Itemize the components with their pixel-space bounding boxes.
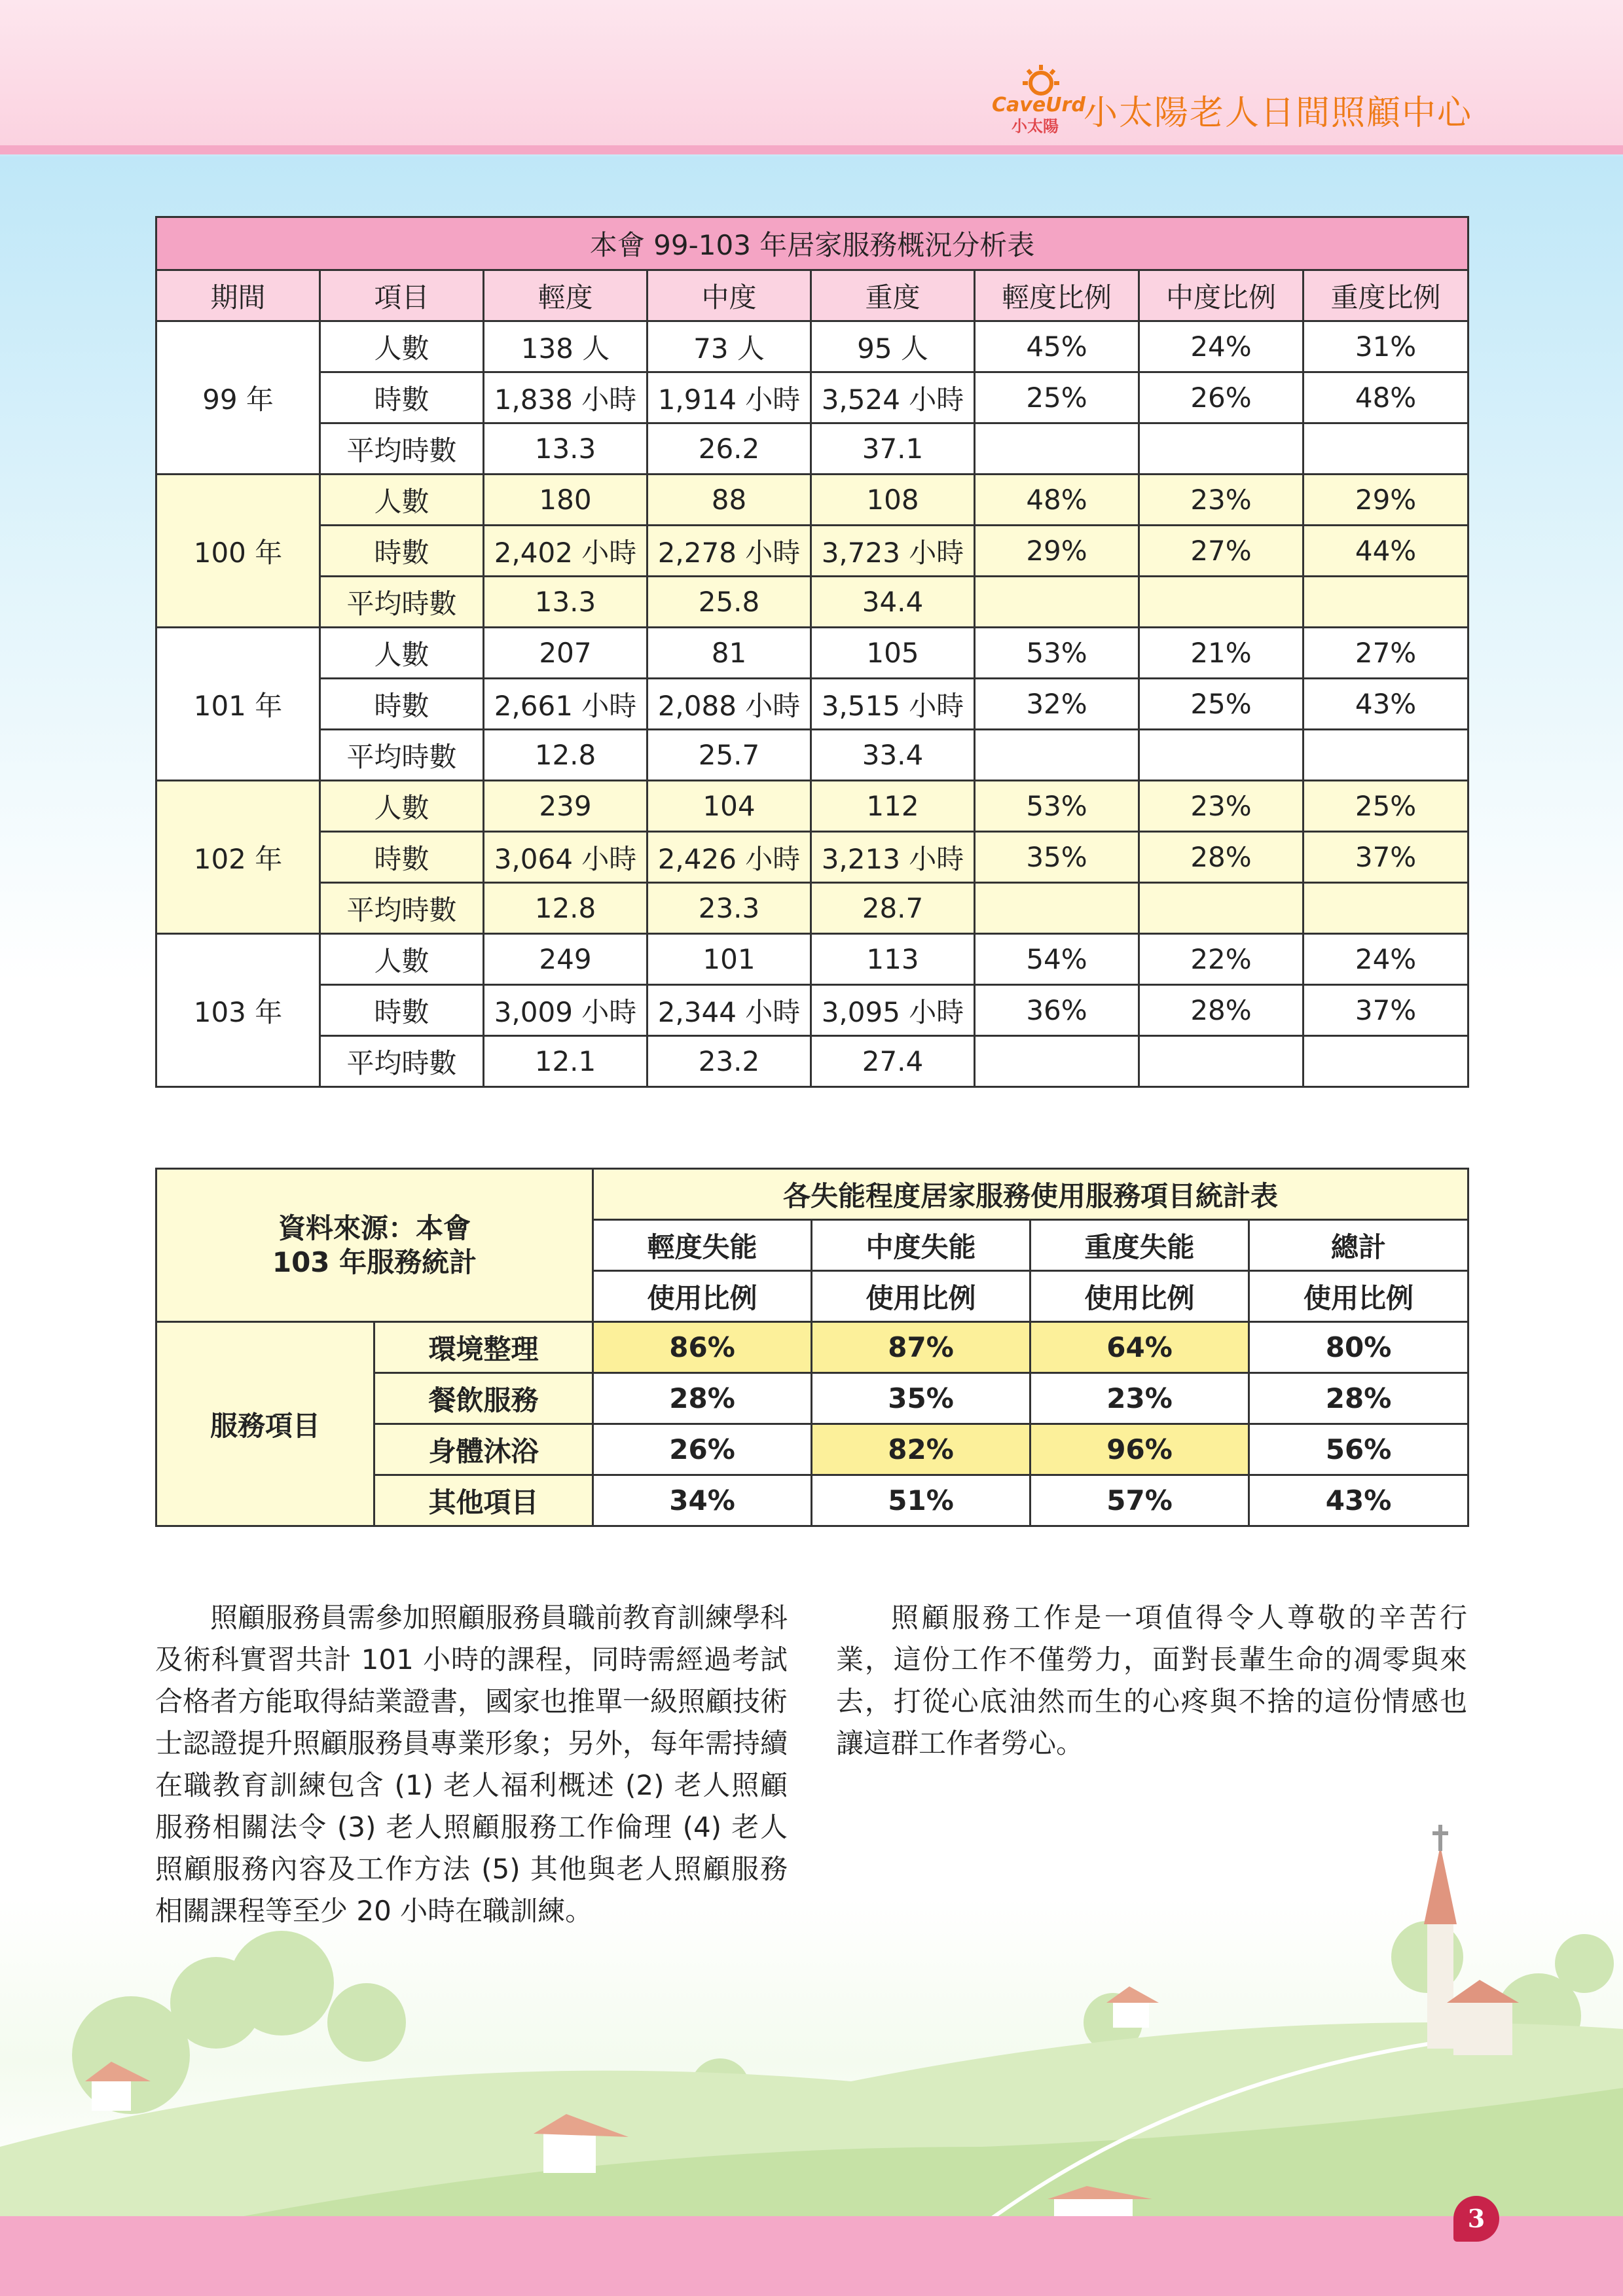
value-cell: 27.4 — [811, 1036, 975, 1087]
column-header: 重度 — [811, 270, 975, 321]
value-cell: 53% — [975, 628, 1139, 679]
percentage-cell: 82% — [812, 1424, 1030, 1475]
percentage-cell: 28% — [593, 1373, 812, 1424]
table-row — [156, 321, 1468, 372]
value-cell — [1139, 577, 1304, 628]
value-cell — [1304, 730, 1468, 781]
table-row — [156, 526, 1468, 577]
item-cell: 時數 — [320, 985, 484, 1036]
table-row — [156, 577, 1468, 628]
value-cell: 25% — [975, 372, 1139, 423]
item-cell: 平均時數 — [320, 730, 484, 781]
value-cell — [1139, 730, 1304, 781]
percentage-cell: 43% — [1249, 1475, 1468, 1526]
item-cell: 人數 — [320, 321, 484, 372]
percentage-cell: 64% — [1030, 1322, 1249, 1373]
value-cell: 21% — [1139, 628, 1304, 679]
value-cell: 33.4 — [811, 730, 975, 781]
page-number-badge: 3 — [1453, 2196, 1499, 2242]
value-cell — [1304, 423, 1468, 475]
table-title: 各失能程度居家服務使用服務項目統計表 — [593, 1169, 1468, 1220]
table-row — [156, 1322, 1468, 1373]
percentage-cell: 51% — [812, 1475, 1030, 1526]
value-cell: 48% — [975, 475, 1139, 526]
value-cell: 207 — [484, 628, 647, 679]
value-cell: 37.1 — [811, 423, 975, 475]
percentage-cell: 57% — [1030, 1475, 1249, 1526]
value-cell: 81 — [647, 628, 811, 679]
value-cell: 3,095 小時 — [811, 985, 975, 1036]
value-cell: 48% — [1304, 372, 1468, 423]
value-cell — [1139, 423, 1304, 475]
value-cell: 36% — [975, 985, 1139, 1036]
value-cell: 2,426 小時 — [647, 832, 811, 883]
percentage-cell: 26% — [593, 1424, 812, 1475]
item-cell: 人數 — [320, 628, 484, 679]
item-cell: 時數 — [320, 679, 484, 730]
value-cell: 34.4 — [811, 577, 975, 628]
table-row — [156, 781, 1468, 832]
value-cell — [1304, 883, 1468, 934]
percentage-cell: 23% — [1030, 1373, 1249, 1424]
period-cell: 100 年 — [156, 475, 320, 628]
value-cell: 2,278 小時 — [647, 526, 811, 577]
percentage-cell: 87% — [812, 1322, 1030, 1373]
column-header: 輕度比例 — [975, 270, 1139, 321]
table-row — [156, 934, 1468, 985]
value-cell: 13.3 — [484, 577, 647, 628]
value-cell: 37% — [1304, 985, 1468, 1036]
sub-header: 使用比例 — [1030, 1271, 1249, 1322]
service-item-cell: 身體沐浴 — [374, 1424, 593, 1475]
table-row — [156, 985, 1468, 1036]
column-header: 中度比例 — [1139, 270, 1304, 321]
value-cell — [1139, 1036, 1304, 1087]
data-source-cell: 資料來源：本會 103 年服務統計 — [156, 1169, 593, 1322]
value-cell: 26.2 — [647, 423, 811, 475]
value-cell: 2,402 小時 — [484, 526, 647, 577]
church-icon — [1424, 1825, 1519, 2055]
value-cell: 3,515 小時 — [811, 679, 975, 730]
value-cell: 24% — [1139, 321, 1304, 372]
value-cell: 26% — [1139, 372, 1304, 423]
value-cell: 31% — [1304, 321, 1468, 372]
percentage-cell: 86% — [593, 1322, 812, 1373]
value-cell — [1139, 883, 1304, 934]
period-cell: 103 年 — [156, 934, 320, 1087]
value-cell: 23% — [1139, 475, 1304, 526]
value-cell: 25.8 — [647, 577, 811, 628]
value-cell — [975, 577, 1139, 628]
value-cell: 37% — [1304, 832, 1468, 883]
header-line — [0, 145, 1623, 154]
item-cell: 人數 — [320, 475, 484, 526]
value-cell — [975, 730, 1139, 781]
sub-header: 使用比例 — [593, 1271, 812, 1322]
table-row — [156, 372, 1468, 423]
table-row — [156, 730, 1468, 781]
value-cell: 1,838 小時 — [484, 372, 647, 423]
percentage-cell: 34% — [593, 1475, 812, 1526]
item-cell: 時數 — [320, 526, 484, 577]
value-cell: 12.8 — [484, 883, 647, 934]
table-body — [156, 1322, 1468, 1526]
value-cell: 2,088 小時 — [647, 679, 811, 730]
period-cell: 101 年 — [156, 628, 320, 781]
value-cell: 45% — [975, 321, 1139, 372]
row-group-cell: 服務項目 — [156, 1322, 374, 1526]
service-item-cell: 環境整理 — [374, 1322, 593, 1373]
value-cell: 138 人 — [484, 321, 647, 372]
value-cell — [975, 883, 1139, 934]
value-cell: 3,213 小時 — [811, 832, 975, 883]
value-cell: 95 人 — [811, 321, 975, 372]
value-cell: 23% — [1139, 781, 1304, 832]
sun-logo-icon — [992, 62, 1097, 134]
percentage-cell: 35% — [812, 1373, 1030, 1424]
percentage-cell: 80% — [1249, 1322, 1468, 1373]
body-paragraph-right: 照顧服務工作是一項值得令人尊敬的辛苦行業，這份工作不僅勞力，面對長輩生命的凋零與來去，打從心底油然而生的心疼與不捨的這份情感也讓這群工作者勞心。 — [836, 1602, 1467, 1759]
value-cell: 108 — [811, 475, 975, 526]
value-cell: 2,344 小時 — [647, 985, 811, 1036]
value-cell: 54% — [975, 934, 1139, 985]
value-cell: 25% — [1139, 679, 1304, 730]
value-cell: 113 — [811, 934, 975, 985]
column-header: 重度比例 — [1304, 270, 1468, 321]
value-cell: 27% — [1139, 526, 1304, 577]
value-cell: 43% — [1304, 679, 1468, 730]
service-item-cell: 餐飲服務 — [374, 1373, 593, 1424]
item-cell: 人數 — [320, 934, 484, 985]
percentage-cell: 28% — [1249, 1373, 1468, 1424]
value-cell: 29% — [1304, 475, 1468, 526]
column-header: 項目 — [320, 270, 484, 321]
column-header: 重度失能 — [1030, 1220, 1249, 1271]
value-cell: 25% — [1304, 781, 1468, 832]
value-cell: 101 — [647, 934, 811, 985]
table-row — [156, 423, 1468, 475]
value-cell: 44% — [1304, 526, 1468, 577]
value-cell — [975, 1036, 1139, 1087]
table-row — [156, 883, 1468, 934]
column-header: 輕度失能 — [593, 1220, 812, 1271]
item-cell: 平均時數 — [320, 423, 484, 475]
value-cell: 180 — [484, 475, 647, 526]
table-row — [156, 832, 1468, 883]
logo-text: CaveUrd — [992, 94, 1085, 117]
value-cell: 24% — [1304, 934, 1468, 985]
value-cell — [975, 423, 1139, 475]
sub-header: 使用比例 — [1249, 1271, 1468, 1322]
value-cell: 13.3 — [484, 423, 647, 475]
percentage-cell: 96% — [1030, 1424, 1249, 1475]
value-cell: 12.8 — [484, 730, 647, 781]
center-name: 小太陽老人日間照顧中心 — [1083, 94, 1472, 133]
value-cell: 35% — [975, 832, 1139, 883]
table-row — [156, 1036, 1468, 1087]
table-row — [156, 679, 1468, 730]
value-cell: 3,524 小時 — [811, 372, 975, 423]
table-row — [156, 628, 1468, 679]
item-cell: 時數 — [320, 372, 484, 423]
percentage-cell: 56% — [1249, 1424, 1468, 1475]
service-item-cell: 其他項目 — [374, 1475, 593, 1526]
value-cell: 3,009 小時 — [484, 985, 647, 1036]
landscape-illustration — [0, 1806, 1623, 2225]
table-title: 本會 99-103 年居家服務概況分析表 — [156, 217, 1468, 270]
value-cell: 12.1 — [484, 1036, 647, 1087]
column-header: 中度 — [647, 270, 811, 321]
value-cell: 53% — [975, 781, 1139, 832]
sub-header: 使用比例 — [812, 1271, 1030, 1322]
value-cell — [1304, 1036, 1468, 1087]
column-header: 輕度 — [484, 270, 647, 321]
home-service-analysis-table — [155, 216, 1469, 1088]
value-cell: 73 人 — [647, 321, 811, 372]
item-cell: 平均時數 — [320, 883, 484, 934]
item-cell: 平均時數 — [320, 1036, 484, 1087]
value-cell: 3,723 小時 — [811, 526, 975, 577]
item-cell: 人數 — [320, 781, 484, 832]
table-body — [156, 321, 1468, 1087]
value-cell: 27% — [1304, 628, 1468, 679]
column-header: 期間 — [156, 270, 320, 321]
value-cell: 88 — [647, 475, 811, 526]
value-cell: 105 — [811, 628, 975, 679]
value-cell: 23.2 — [647, 1036, 811, 1087]
value-cell: 28.7 — [811, 883, 975, 934]
table-row — [156, 475, 1468, 526]
value-cell: 2,661 小時 — [484, 679, 647, 730]
period-cell: 99 年 — [156, 321, 320, 475]
value-cell: 28% — [1139, 985, 1304, 1036]
footer-band — [0, 2216, 1623, 2296]
value-cell: 32% — [975, 679, 1139, 730]
period-cell: 102 年 — [156, 781, 320, 934]
value-cell: 29% — [975, 526, 1139, 577]
value-cell: 249 — [484, 934, 647, 985]
item-cell: 平均時數 — [320, 577, 484, 628]
value-cell: 23.3 — [647, 883, 811, 934]
body-paragraph-left: 照顧服務員需參加照顧服務員職前教育訓練學科及術科實習共計 101 小時的課程，同時需經過考試合格者方能取得結業證書，國家也推單一級照顧技術士認證提升照顧服務員專業形象；另外，每年需持續在職教育訓練包含 (1) 老人福利概述 (2) 老人照顧服務相關法令 (3) 老人照顧服務工作倫理 (4) 老人照顧服務內容及工作方法 (5) 其他與老人照顧服務相關課程等至少 20 小時在職訓練。 — [155, 1602, 788, 1927]
value-cell: 1,914 小時 — [647, 372, 811, 423]
column-header: 總計 — [1249, 1220, 1468, 1271]
value-cell: 25.7 — [647, 730, 811, 781]
column-header: 中度失能 — [812, 1220, 1030, 1271]
value-cell: 28% — [1139, 832, 1304, 883]
value-cell — [1304, 577, 1468, 628]
value-cell: 22% — [1139, 934, 1304, 985]
value-cell: 112 — [811, 781, 975, 832]
value-cell: 3,064 小時 — [484, 832, 647, 883]
item-cell: 時數 — [320, 832, 484, 883]
service-item-stats-table — [155, 1168, 1469, 1527]
value-cell: 239 — [484, 781, 647, 832]
value-cell: 104 — [647, 781, 811, 832]
logo-subtext: 小太陽 — [1012, 117, 1059, 135]
